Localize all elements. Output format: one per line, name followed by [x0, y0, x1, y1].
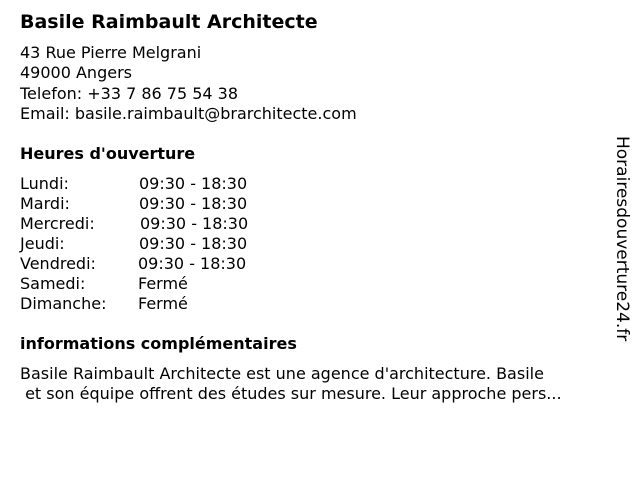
phone-number: Telefon: +33 7 86 75 54 38	[20, 83, 239, 103]
hours-row-sunday	[20, 294, 320, 314]
day-label: Lundi:	[20, 174, 69, 193]
site-watermark: Horairesdouverture24.fr	[612, 136, 632, 342]
hours-value: 09:30 - 18:30	[138, 254, 247, 273]
day-label: Jeudi:	[20, 234, 65, 253]
hours-row-monday	[20, 174, 320, 194]
hours-value: 09:30 - 18:30	[140, 214, 249, 233]
hours-value: 09:30 - 18:30	[139, 174, 248, 193]
hours-heading: Heures d'ouverture	[20, 144, 196, 163]
business-description	[20, 364, 620, 404]
address-block	[20, 43, 357, 124]
business-name: Basile Raimbault Architecte	[20, 11, 318, 33]
hours-value: 09:30 - 18:30	[139, 234, 248, 253]
hours-row-tuesday	[20, 194, 320, 214]
hours-row-friday	[20, 254, 320, 274]
day-label: Dimanche:	[20, 294, 107, 313]
street-address: 43 Rue Pierre Melgrani	[20, 43, 202, 62]
day-label: Samedi:	[20, 274, 86, 293]
description-line: Basile Raimbault Architecte est une agence d'architecture. Basile	[20, 364, 544, 383]
day-label: Vendredi:	[20, 254, 96, 273]
city-address: 49000 Angers	[20, 63, 132, 83]
hours-row-thursday	[20, 234, 320, 254]
day-label: Mercredi:	[20, 214, 95, 233]
hours-value: Fermé	[138, 294, 188, 313]
info-heading: informations complémentaires	[20, 334, 297, 353]
email-address: Email: basile.raimbault@brarchitecte.com	[20, 103, 357, 123]
day-label: Mardi:	[20, 194, 70, 213]
description-line: et son équipe offrent des études sur mesure. Leur approche pers...	[20, 384, 562, 403]
hours-row-saturday	[20, 274, 320, 294]
hours-value: Fermé	[138, 274, 188, 293]
hours-row-wednesday	[20, 214, 320, 234]
hours-value: 09:30 - 18:30	[139, 194, 248, 213]
opening-hours-table	[20, 174, 320, 314]
